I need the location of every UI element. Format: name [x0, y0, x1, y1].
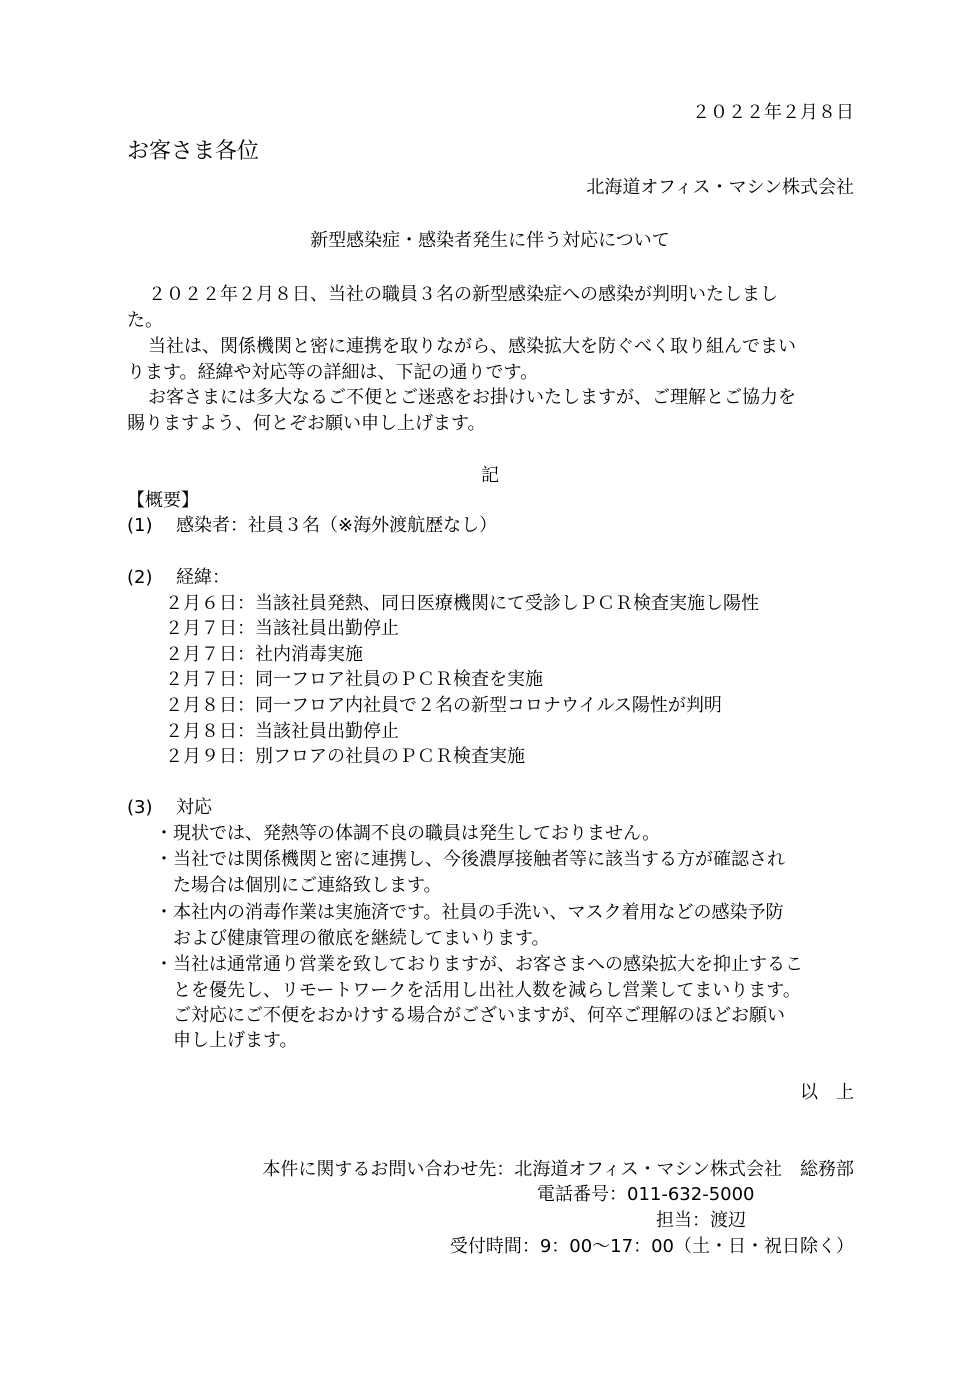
section-2-number: (2): [127, 567, 153, 588]
document-date: ２０２２年２月８日: [692, 102, 854, 123]
timeline-item: ２月７日：同一フロア社員のＰＣＲ検査を実施: [165, 669, 543, 690]
response-line: および健康管理の徹底を継続してまいります。: [173, 928, 550, 949]
timeline-item: ２月８日：当該社員出勤停止: [165, 721, 399, 742]
document-title: 新型感染症・感染者発生に伴う対応について: [310, 230, 670, 251]
ki-heading: 記: [481, 465, 499, 486]
contact-person: 担当：渡辺: [656, 1210, 746, 1231]
contact-hours: 受付時間：9：00〜17：00（土・日・祝日除く）: [449, 1236, 854, 1257]
response-line: ご対応にご不便をおかけする場合がございますが、何卒ご理解のほどお願い: [173, 1005, 785, 1026]
closing-text: 以 上: [800, 1082, 854, 1103]
addressee: お客さま各位: [127, 139, 260, 164]
contact-phone: 電話番号：011-632-5000: [537, 1184, 755, 1205]
timeline-item: ２月８日：同一フロア内社員で２名の新型コロナウイルス陽性が判明: [165, 695, 722, 716]
section-3-number: (3): [127, 797, 153, 818]
response-line: た場合は個別にご連絡致します。: [173, 875, 442, 896]
body-line: 当社は、関係機関と密に連携を取りながら、感染拡大を防ぐべく取り組んでまい: [148, 336, 796, 357]
timeline-item: ２月６日：当該社員発熱、同日医療機関にて受診しＰＣＲ検査実施し陽性: [165, 593, 759, 614]
timeline-heading: 経緯：: [176, 567, 230, 588]
body-line: た。: [127, 310, 163, 331]
response-line: 申し上げます。: [173, 1030, 298, 1051]
contact-label: 本件に関するお問い合わせ先：北海道オフィス・マシン株式会社 総務部: [262, 1159, 854, 1180]
body-line: ります。経緯や対応等の詳細は、下記の通りです。: [127, 362, 539, 383]
response-line: ・当社は通常通り営業を致しておりますが、お客さまへの感染拡大を抑止するこ: [155, 954, 803, 975]
overview-heading: 【概要】: [127, 490, 199, 511]
body-line: ２０２２年２月８日、当社の職員３名の新型感染症への感染が判明いたしまし: [148, 284, 778, 305]
response-line: とを優先し、リモートワークを活用し出社人数を減らし営業してまいります。: [173, 980, 801, 1001]
response-heading: 対応: [176, 797, 212, 818]
body-line: お客さまには多大なるご不便とご迷惑をお掛けいたしますが、ご理解とご協力を: [148, 387, 796, 408]
response-line: ・本社内の消毒作業は実施済です。社員の手洗い、マスク着用などの感染予防: [155, 902, 784, 923]
infected-text: 感染者：社員３名（※海外渡航歴なし）: [176, 515, 498, 536]
response-line: ・当社では関係機関と密に連携し、今後濃厚接触者等に該当する方が確認され: [155, 849, 785, 870]
timeline-item: ２月７日：社内消毒実施: [165, 644, 363, 665]
timeline-item: ２月９日：別フロアの社員のＰＣＲ検査実施: [165, 746, 525, 767]
response-line: ・現状では、発熱等の体調不良の職員は発生しておりません。: [155, 823, 661, 844]
body-line: 賜りますよう、何とぞお願い申し上げます。: [127, 413, 486, 434]
timeline-item: ２月７日：当該社員出勤停止: [165, 618, 399, 639]
sender-company: 北海道オフィス・マシン株式会社: [586, 177, 854, 198]
section-1-number: (1): [127, 515, 153, 536]
